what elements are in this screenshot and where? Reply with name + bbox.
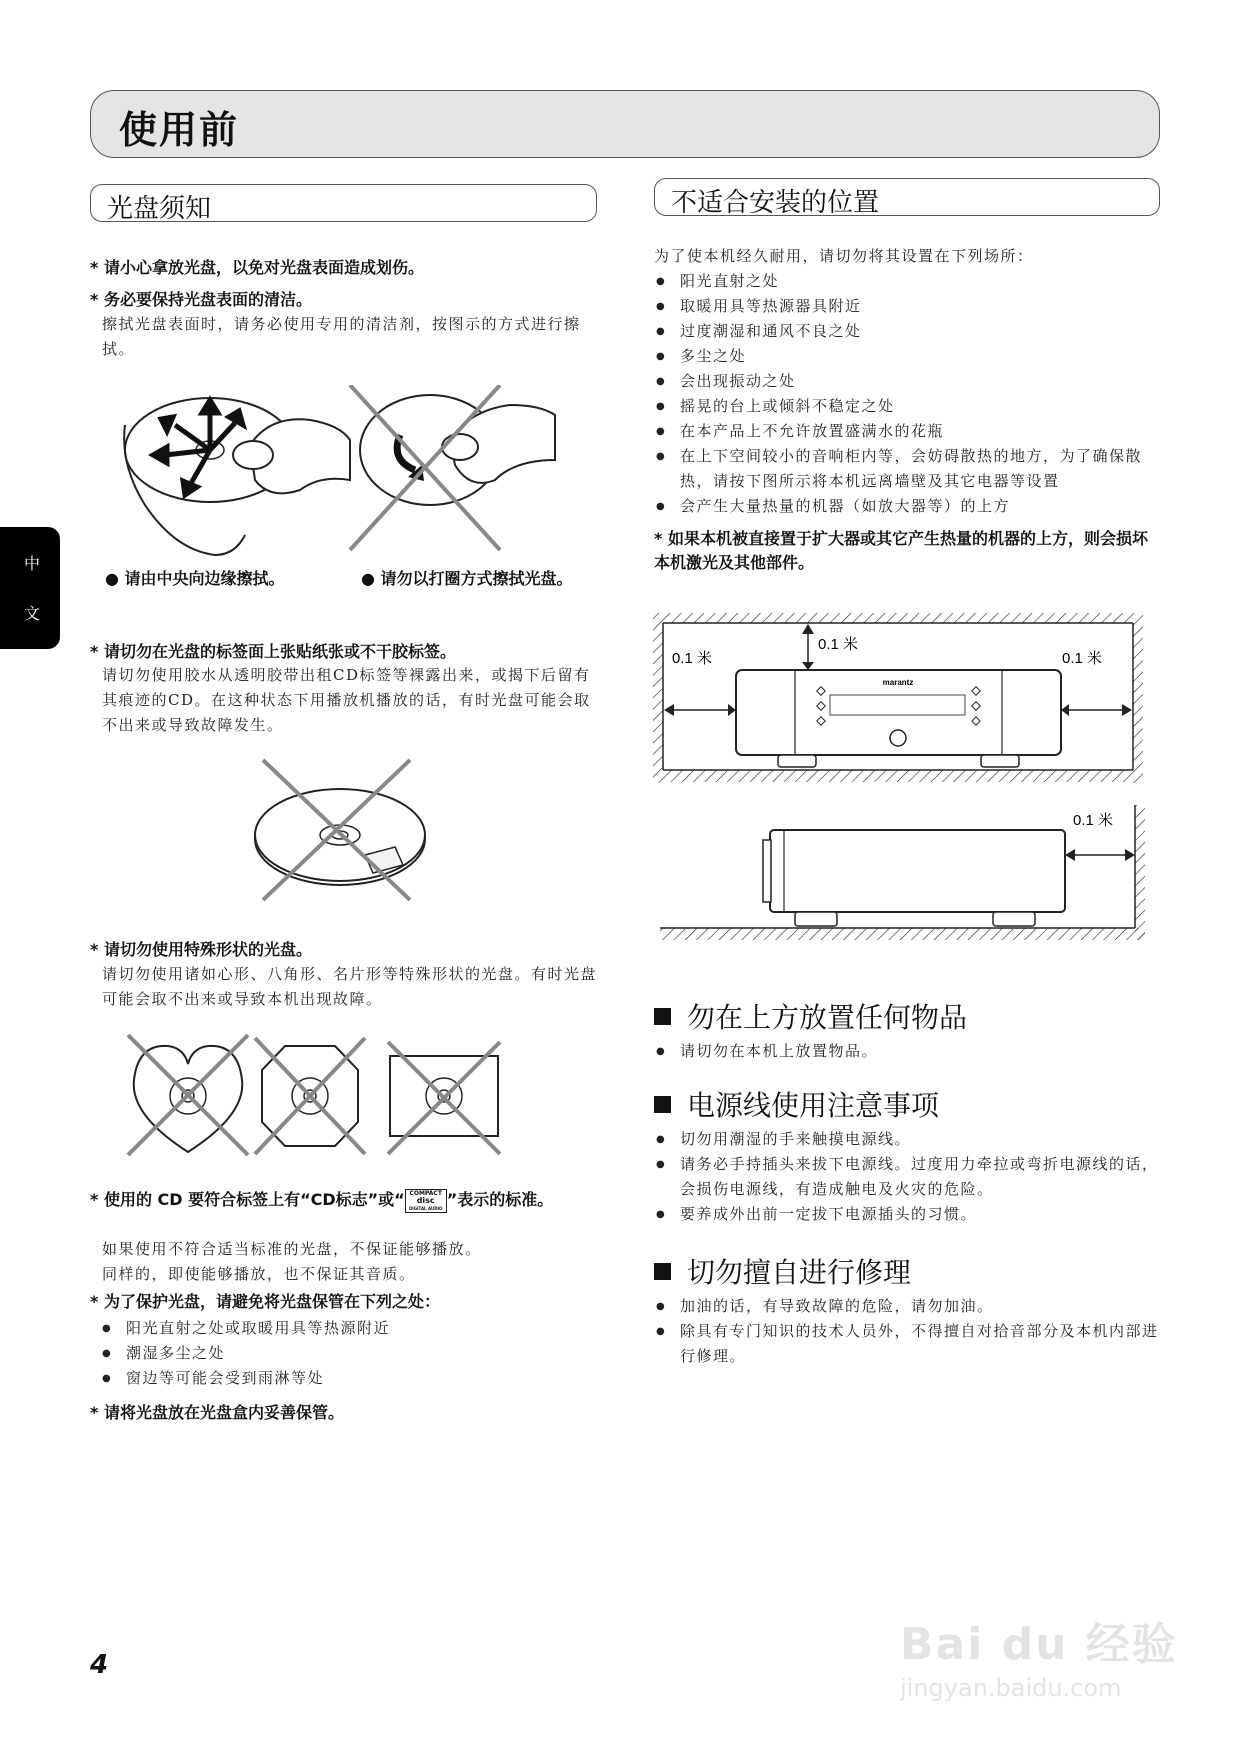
list-item: ● 潮湿多尘之处 [100,1341,595,1366]
power-cord-list [654,1127,1159,1227]
side-tab-char-2: 文 [23,604,40,623]
dim-left-label: 0.1 米 [672,650,713,667]
list-item: ● 过度潮湿和通风不良之处 [654,319,1159,344]
caption-wipe-ng-text: 请勿以打圈方式擦拭光盘。 [380,569,573,588]
language-side-tab [0,527,60,649]
dim-right-label: 0.1 米 [1062,650,1103,667]
watermark-brand: Bai du 经验 [900,1619,1178,1670]
list-item: ● 加油的话，有导致故障的危险，请勿加油。 [654,1294,1159,1319]
disc-note-5 [90,1188,600,1213]
disc-note-4-body: 请切勿使用诸如心形、八角形、名片形等特殊形状的光盘。有时光盘可能会取不出来或导致本机出现故障。 [102,965,598,1008]
disc-section-title: 光盘须知 [107,194,212,224]
clearance-front-diagram [650,610,1150,790]
side-tab-char-1: 中 [23,554,40,573]
list-item: ● 取暖用具等热源器具附近 [654,294,1159,319]
disc-note-2: * 务必要保持光盘表面的清洁。 [90,290,312,309]
list-item: ● 切勿用潮湿的手来触摸电源线。 [654,1127,1159,1152]
list-item: ● 在本产品上不允许放置盛满水的花瓶 [654,419,1159,444]
clearance-side-diagram [655,800,1155,950]
location-warning: * 如果本机被直接置于扩大器或其它产生热量的机器的上方，则会损坏本机激光及其他部件。 [654,529,1148,572]
disc-note-5-part-a: * 使用的 CD 要符合标签上有“CD标志”或“ [90,1190,405,1209]
list-item: ● 会出现振动之处 [654,369,1159,394]
no-objects-heading: 勿在上方放置任何物品 [654,996,967,1036]
page-number: 4 [90,1650,109,1680]
list-item: ● 请切勿在本机上放置物品。 [654,1039,1159,1064]
bullet-dot: ● [105,569,125,588]
location-section-heading [654,178,1160,216]
brand-label: marantz [882,678,914,687]
caption-wipe-ok [105,566,285,589]
list-item: ● 除具有专门知识的技术人员外，不得擅自对拾音部分及本机内部进行修理。 [654,1319,1159,1369]
player-side [770,830,1065,912]
list-item: ● 阳光直射之处或取暖用具等热源附近 [100,1316,595,1341]
location-list [654,269,1159,519]
cd-logo-line-3: DIGITAL AUDIO [408,1206,443,1211]
disc-note-4: * 请切勿使用特殊形状的光盘。 [90,940,312,959]
list-item: ● 窗边等可能会受到雨淋等处 [100,1366,595,1391]
disc-note-6: * 为了保护光盘，请避免将光盘保管在下列之处： [90,1292,440,1311]
heart-disc [134,1046,243,1152]
list-item: ● 摇晃的台上或倾斜不稳定之处 [654,394,1159,419]
cd-logo-line-1: COMPACT [409,1190,442,1197]
dim-top-label: 0.1 米 [818,636,859,653]
labeled-disc-illustration [245,755,435,905]
disc-note-1: * 请小心拿放光盘，以免对光盘表面造成划伤。 [90,258,424,277]
watermark-url: jingyan.baidu.com [900,1674,1122,1702]
location-section-title: 不适合安装的位置 [671,188,880,218]
list-item: ● 多尘之处 [654,344,1159,369]
location-intro: 为了使本机经久耐用，请切勿将其设置在下列场所： [654,247,1034,265]
disc-note-7: * 请将光盘放在光盘盒内妥善保管。 [90,1403,344,1422]
disc-note-5-body-2: 同样的，即使能够播放，也不保证其音质。 [102,1265,416,1283]
caption-wipe-ng [361,566,573,589]
caption-wipe-ok-text: 请由中央向边缘擦拭。 [124,569,285,588]
wipe-wrong-illustration [340,385,560,560]
disc-note-3: * 请切勿在光盘的标签面上张贴纸张或不干胶标签。 [90,642,456,661]
power-cord-heading: 电源线使用注意事项 [654,1084,939,1124]
no-repair-heading: 切勿擅自进行修理 [654,1251,911,1291]
bullet-dot: ● [361,569,381,588]
dim-side-label: 0.1 米 [1073,812,1114,829]
no-objects-list [654,1039,1159,1064]
list-item: ● 阳光直射之处 [654,269,1159,294]
page-title-bar [90,90,1160,158]
disc-note-5-body-1: 如果使用不符合适当标准的光盘，不保证能够播放。 [102,1240,482,1258]
disc-note-3-body: 请切勿使用胶水从透明胶带出租CD标签等裸露出来，或揭下后留有其痕迹的CD。在这种状态下用播放机播放的话，有时光盘可能会取不出来或导致故障发生。 [102,666,591,734]
page-title: 使用前 [119,108,240,152]
no-repair-list [654,1294,1159,1369]
list-item: ● 在上下空间较小的音响柜内等，会妨碍散热的地方，为了确保散热，请按下图所示将本机远离墙壁及其它电器等设置 [654,444,1159,494]
list-item: ● 会产生大量热量的机器（如放大器等）的上方 [654,494,1159,519]
list-item: ● 请务必手持插头来拔下电源线。过度用力牵拉或弯折电源线的话，会损伤电源线，有造成触电及火灾的危险。 [654,1152,1159,1202]
wipe-correct-illustration [115,385,355,560]
disc-note-5-part-b: ”表示的标准。 [446,1190,554,1209]
cd-logo [405,1189,447,1213]
disc-section-heading [90,184,597,222]
list-item: ● 要养成外出前一定拔下电源插头的习惯。 [654,1202,1159,1227]
cd-logo-line-2: disc [416,1196,435,1205]
disc-note-2-body: 擦拭光盘表面时，请务必使用专用的清洁剂，按图示的方式进行擦拭。 [102,315,581,358]
disc-storage-list [100,1316,595,1391]
odd-shaped-discs-illustration [120,1030,570,1160]
